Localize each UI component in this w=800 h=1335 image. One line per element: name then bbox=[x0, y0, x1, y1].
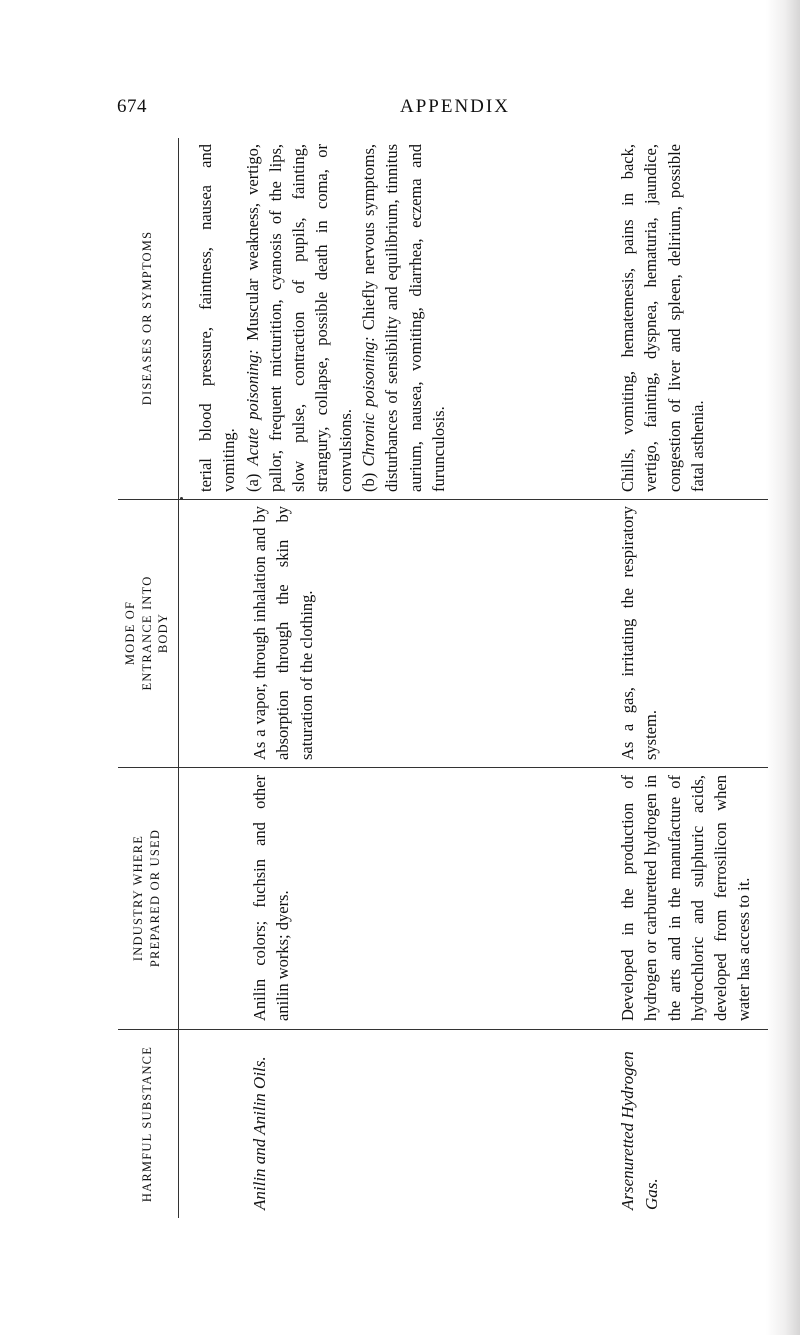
running-title: APPENDIX bbox=[400, 96, 510, 117]
chronic-text: Chiefly nervous symptoms, disturbances of sensibility and equilibrium, tinnitus aurium, nausea, vomiting, diarrhea, eczema and furunculosis. bbox=[359, 143, 448, 492]
page-number: 674 bbox=[117, 96, 147, 117]
acute-title: Acute poisoning: bbox=[242, 349, 262, 466]
row1-mode: As a vapor, through inhalation and by absorption through the skin by saturation of the clothing. bbox=[250, 506, 316, 760]
rotated-table bbox=[118, 138, 768, 1218]
page-header bbox=[0, 96, 800, 126]
header-industry bbox=[118, 768, 176, 1028]
chronic-label: (b) bbox=[359, 472, 379, 492]
page-edge-shadow bbox=[766, 0, 800, 1335]
row2-symptoms: Chills, vomiting, hematemesis, pains in back, vertigo, fainting, dyspnea, hematuria, jaundice, congestion of liver and spleen, delirium, possible fatal asthenia. bbox=[618, 144, 707, 492]
row1-acute bbox=[241, 144, 357, 492]
header-harmful-substance bbox=[118, 1030, 176, 1218]
row1-substance: Anilin and Anilin Oils. bbox=[250, 1056, 269, 1210]
row2-industry: Developed in the production of hydrogen or carburetted hydrogen in the arts and in the manufacture of hydrochloric and sulphuric acids, developed from ferrosilicon when water has access to it. bbox=[618, 775, 754, 1021]
header-mode-of-entrance bbox=[118, 500, 176, 766]
acute-label: (a) bbox=[242, 473, 262, 492]
row2-substance: Arsenuretted Hydrogen Gas. bbox=[618, 1051, 661, 1210]
column-rule-3 bbox=[118, 499, 768, 500]
chronic-title: Chronic poisoning: bbox=[359, 336, 379, 467]
rule-mark bbox=[180, 497, 183, 500]
header-mode-text: MODE OF ENTRANCE INTO BODY bbox=[122, 575, 171, 691]
header-symptoms-text: DISEASES OR SYMPTOMS bbox=[139, 230, 154, 406]
row1-industry: Anilin colors; fuchsin and other anilin works; dyers. bbox=[250, 775, 293, 1021]
row1-chronic bbox=[357, 144, 450, 492]
row1-symptoms-lead: terial blood pressure, faintness, nausea and vomiting. bbox=[196, 144, 239, 492]
acute-text: Muscular weakness, vertigo, pallor, frequent micturition, cyanosis of the lips, slow pulse, contraction of pupils, fainting, strangury, collapse, possible death in coma, or convulsions. bbox=[242, 144, 355, 492]
row2-mode: As a gas, irritating the respiratory system. bbox=[618, 506, 661, 760]
column-rule-1 bbox=[118, 1029, 768, 1030]
header-symptoms bbox=[118, 138, 176, 498]
header-industry-text: INDUSTRY WHERE PREPARED OR USED bbox=[131, 828, 162, 968]
row1-symptoms bbox=[194, 144, 450, 492]
column-rule-2 bbox=[118, 767, 768, 768]
header-rule bbox=[178, 138, 179, 1218]
header-harmful-substance-text: HARMFUL SUBSTANCE bbox=[139, 1045, 154, 1203]
